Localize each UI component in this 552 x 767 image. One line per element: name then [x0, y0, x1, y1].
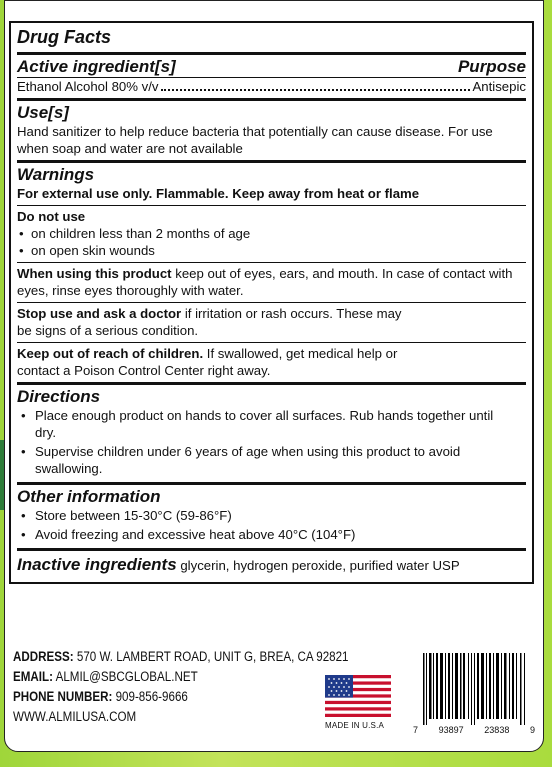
- email-value: ALMIL@SBCGLOBAL.NET: [52, 669, 198, 684]
- active-ingredient-section: [17, 52, 526, 98]
- uses-text: Hand sanitizer to help reduce bacteria that potentially can cause disease. For use when soap and water are not available: [17, 124, 493, 156]
- when-using-paragraph: [17, 265, 526, 299]
- dot-leader: [161, 89, 471, 91]
- inactive-ingredients-line: [17, 555, 526, 576]
- address-label: ADDRESS:: [13, 649, 74, 664]
- do-not-use-section: [17, 205, 526, 262]
- label-panel: [4, 0, 544, 752]
- stop-use-label: Stop use and ask a doctor: [17, 306, 182, 321]
- keep-out-paragraph: [17, 345, 417, 379]
- barcode-icon: [421, 653, 529, 725]
- list-item: • Avoid freezing and excessive heat above 40°C (104°F): [17, 526, 526, 543]
- directions-list: [17, 407, 507, 477]
- other-info-list: [17, 507, 526, 543]
- purpose-value: Antisepic: [472, 79, 526, 94]
- other-info-heading: Other information: [17, 487, 161, 506]
- address-line: [13, 647, 426, 667]
- keep-out-section: [17, 342, 526, 382]
- inactive-ingredients-text: glycerin, hydrogen peroxide, purified water USP: [176, 558, 460, 573]
- active-ingredient-line: [17, 78, 526, 95]
- directions-heading: Directions: [17, 387, 101, 406]
- email-label: EMAIL:: [13, 669, 53, 684]
- drug-facts-title-section: [17, 23, 526, 52]
- uses-heading: Use[s]: [17, 103, 69, 122]
- phone-label: PHONE NUMBER:: [13, 689, 113, 704]
- inactive-ingredients-section: [17, 548, 526, 582]
- barcode-digit-group: 7: [413, 725, 419, 735]
- keep-out-text: If swallowed, get medical help or contact a Poison Control Center right away.: [17, 346, 398, 378]
- when-using-section: [17, 262, 526, 302]
- list-item: • Supervise children under 6 years of age when using this product to avoid swallowing.: [17, 443, 507, 477]
- list-item: • Store between 15-30°C (59-86°F): [17, 507, 526, 524]
- address-value: 570 W. LAMBERT ROAD, UNIT G, BREA, CA 92821: [73, 649, 349, 664]
- active-ingredient-value: Ethanol Alcohol 80% v/v: [17, 79, 159, 94]
- directions-section: [17, 382, 526, 482]
- keep-out-label: Keep out of reach of children.: [17, 346, 204, 361]
- do-not-use-list: [17, 225, 526, 259]
- stop-use-paragraph: [17, 305, 417, 339]
- made-in-usa-text: MADE IN U.S.A: [325, 721, 385, 730]
- contact-footer: [13, 647, 533, 747]
- warnings-section: [17, 160, 526, 205]
- list-item: • on open skin wounds: [17, 242, 526, 259]
- do-not-use-label-line: [17, 208, 526, 225]
- external-use-text: For external use only. Flammable. Keep away from heat or flame: [17, 186, 420, 201]
- stop-use-section: [17, 302, 526, 342]
- when-using-text: keep out of eyes, ears, and mouth. In case of contact with eyes, rinse eyes thoroughly with water.: [17, 266, 513, 298]
- warnings-heading: Warnings: [17, 165, 95, 184]
- inactive-ingredients-heading: Inactive ingredients: [17, 555, 177, 574]
- when-using-label: When using this product: [17, 266, 172, 281]
- barcode-digit-group: 23838: [484, 725, 510, 735]
- uses-section: [17, 98, 526, 160]
- drug-facts-title: Drug Facts: [17, 27, 112, 47]
- barcode-number: [413, 725, 535, 735]
- phone-value: 909-856-9666: [112, 689, 188, 704]
- purpose-heading: Purpose: [457, 57, 526, 76]
- us-flag-icon: [325, 675, 391, 717]
- drug-facts-box: [9, 21, 534, 584]
- external-use-warning: [17, 185, 526, 202]
- do-not-use-label: Do not use: [17, 209, 86, 224]
- list-item: • on children less than 2 months of age: [17, 225, 526, 242]
- barcode-digit-group: 9: [529, 725, 535, 735]
- active-ingredient-header: [17, 57, 526, 78]
- barcode-digit-group: 93897: [438, 725, 464, 735]
- stop-use-text: if irritation or rash occurs. These may be signs of a serious condition.: [17, 306, 402, 338]
- other-info-section: [17, 482, 526, 548]
- active-ingredient-heading: Active ingredient[s]: [17, 57, 176, 76]
- website-line: WWW.ALMILUSA.COM: [13, 709, 137, 724]
- list-item: • Place enough product on hands to cover all surfaces. Rub hands together until dry.: [17, 407, 507, 441]
